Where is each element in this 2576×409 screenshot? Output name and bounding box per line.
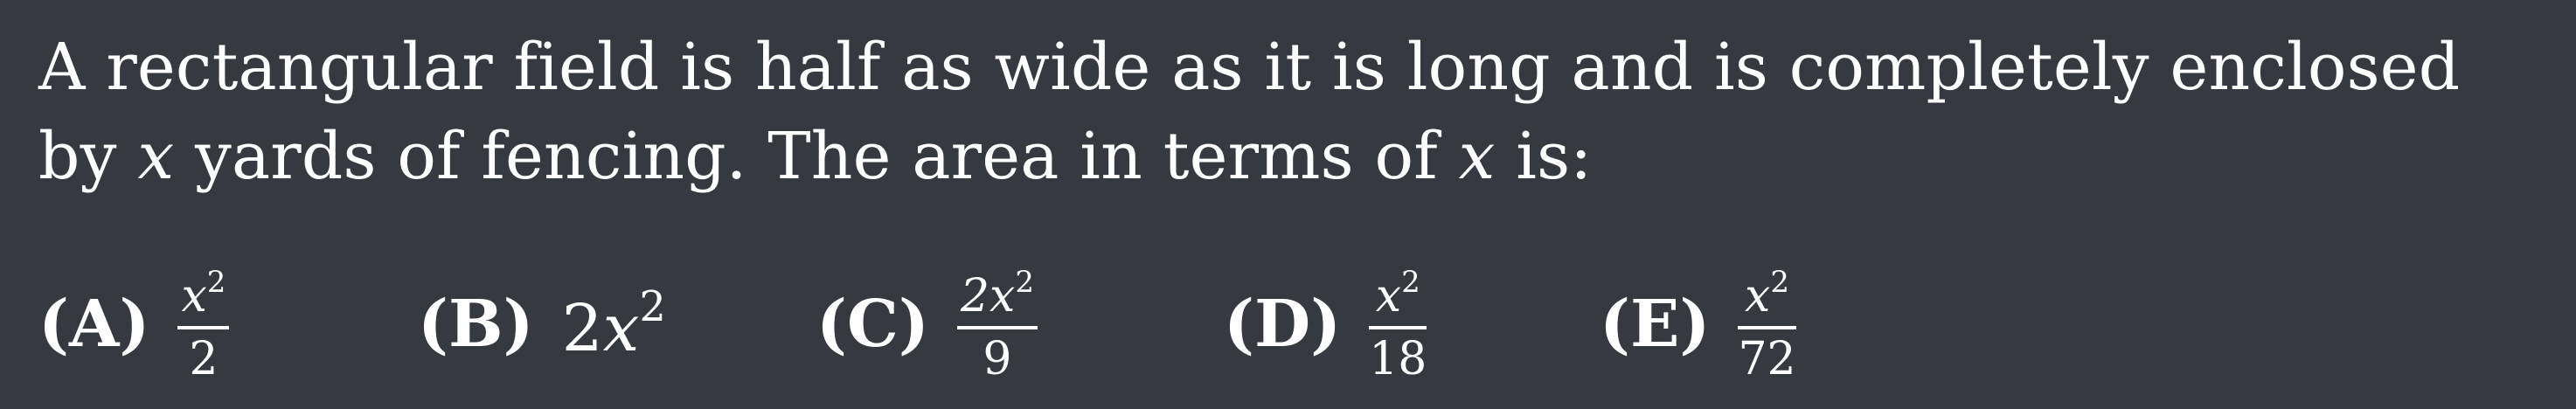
question-part-2: yards of fencing. The area in terms of: [174, 119, 1459, 194]
choice-d-fraction: [1369, 264, 1427, 385]
choice-b-label: (B): [418, 287, 534, 362]
choice-d-label: (D): [1224, 287, 1342, 362]
choice-e-label: (E): [1600, 287, 1711, 362]
choice-c-label: (C): [816, 287, 929, 362]
choice-e[interactable]: [1600, 259, 1796, 390]
variable-x-2: x: [1458, 119, 1496, 194]
choice-a[interactable]: [38, 259, 229, 390]
choice-d-denominator: 18: [1369, 332, 1427, 385]
choice-c[interactable]: [816, 259, 1038, 390]
choice-d[interactable]: [1224, 259, 1427, 390]
choice-a-denominator: 2: [189, 332, 219, 385]
choice-b-expression: $2x^2$: [561, 282, 666, 366]
choice-e-fraction: [1738, 264, 1796, 385]
choice-e-numerator: $x^2$: [1745, 264, 1789, 322]
question-part-3: is:: [1495, 119, 1593, 194]
choice-d-numerator: $x^2$: [1375, 264, 1420, 322]
variable-x-1: x: [137, 119, 175, 194]
choice-a-label: (A): [38, 287, 150, 362]
choice-b[interactable]: [418, 259, 666, 390]
choice-c-fraction: [957, 264, 1038, 385]
choice-a-fraction: [177, 264, 229, 385]
choice-e-denominator: 72: [1738, 332, 1796, 385]
choice-a-numerator: $x^2$: [181, 264, 226, 322]
choice-c-numerator: $2x^2$: [960, 264, 1034, 322]
choice-c-denominator: 9: [982, 332, 1012, 385]
answer-choices: [38, 259, 2538, 390]
question-text: [38, 23, 2538, 201]
question-part-1: A rectangular field is half as wide as it is long and is completely enclosed by: [38, 30, 2461, 194]
